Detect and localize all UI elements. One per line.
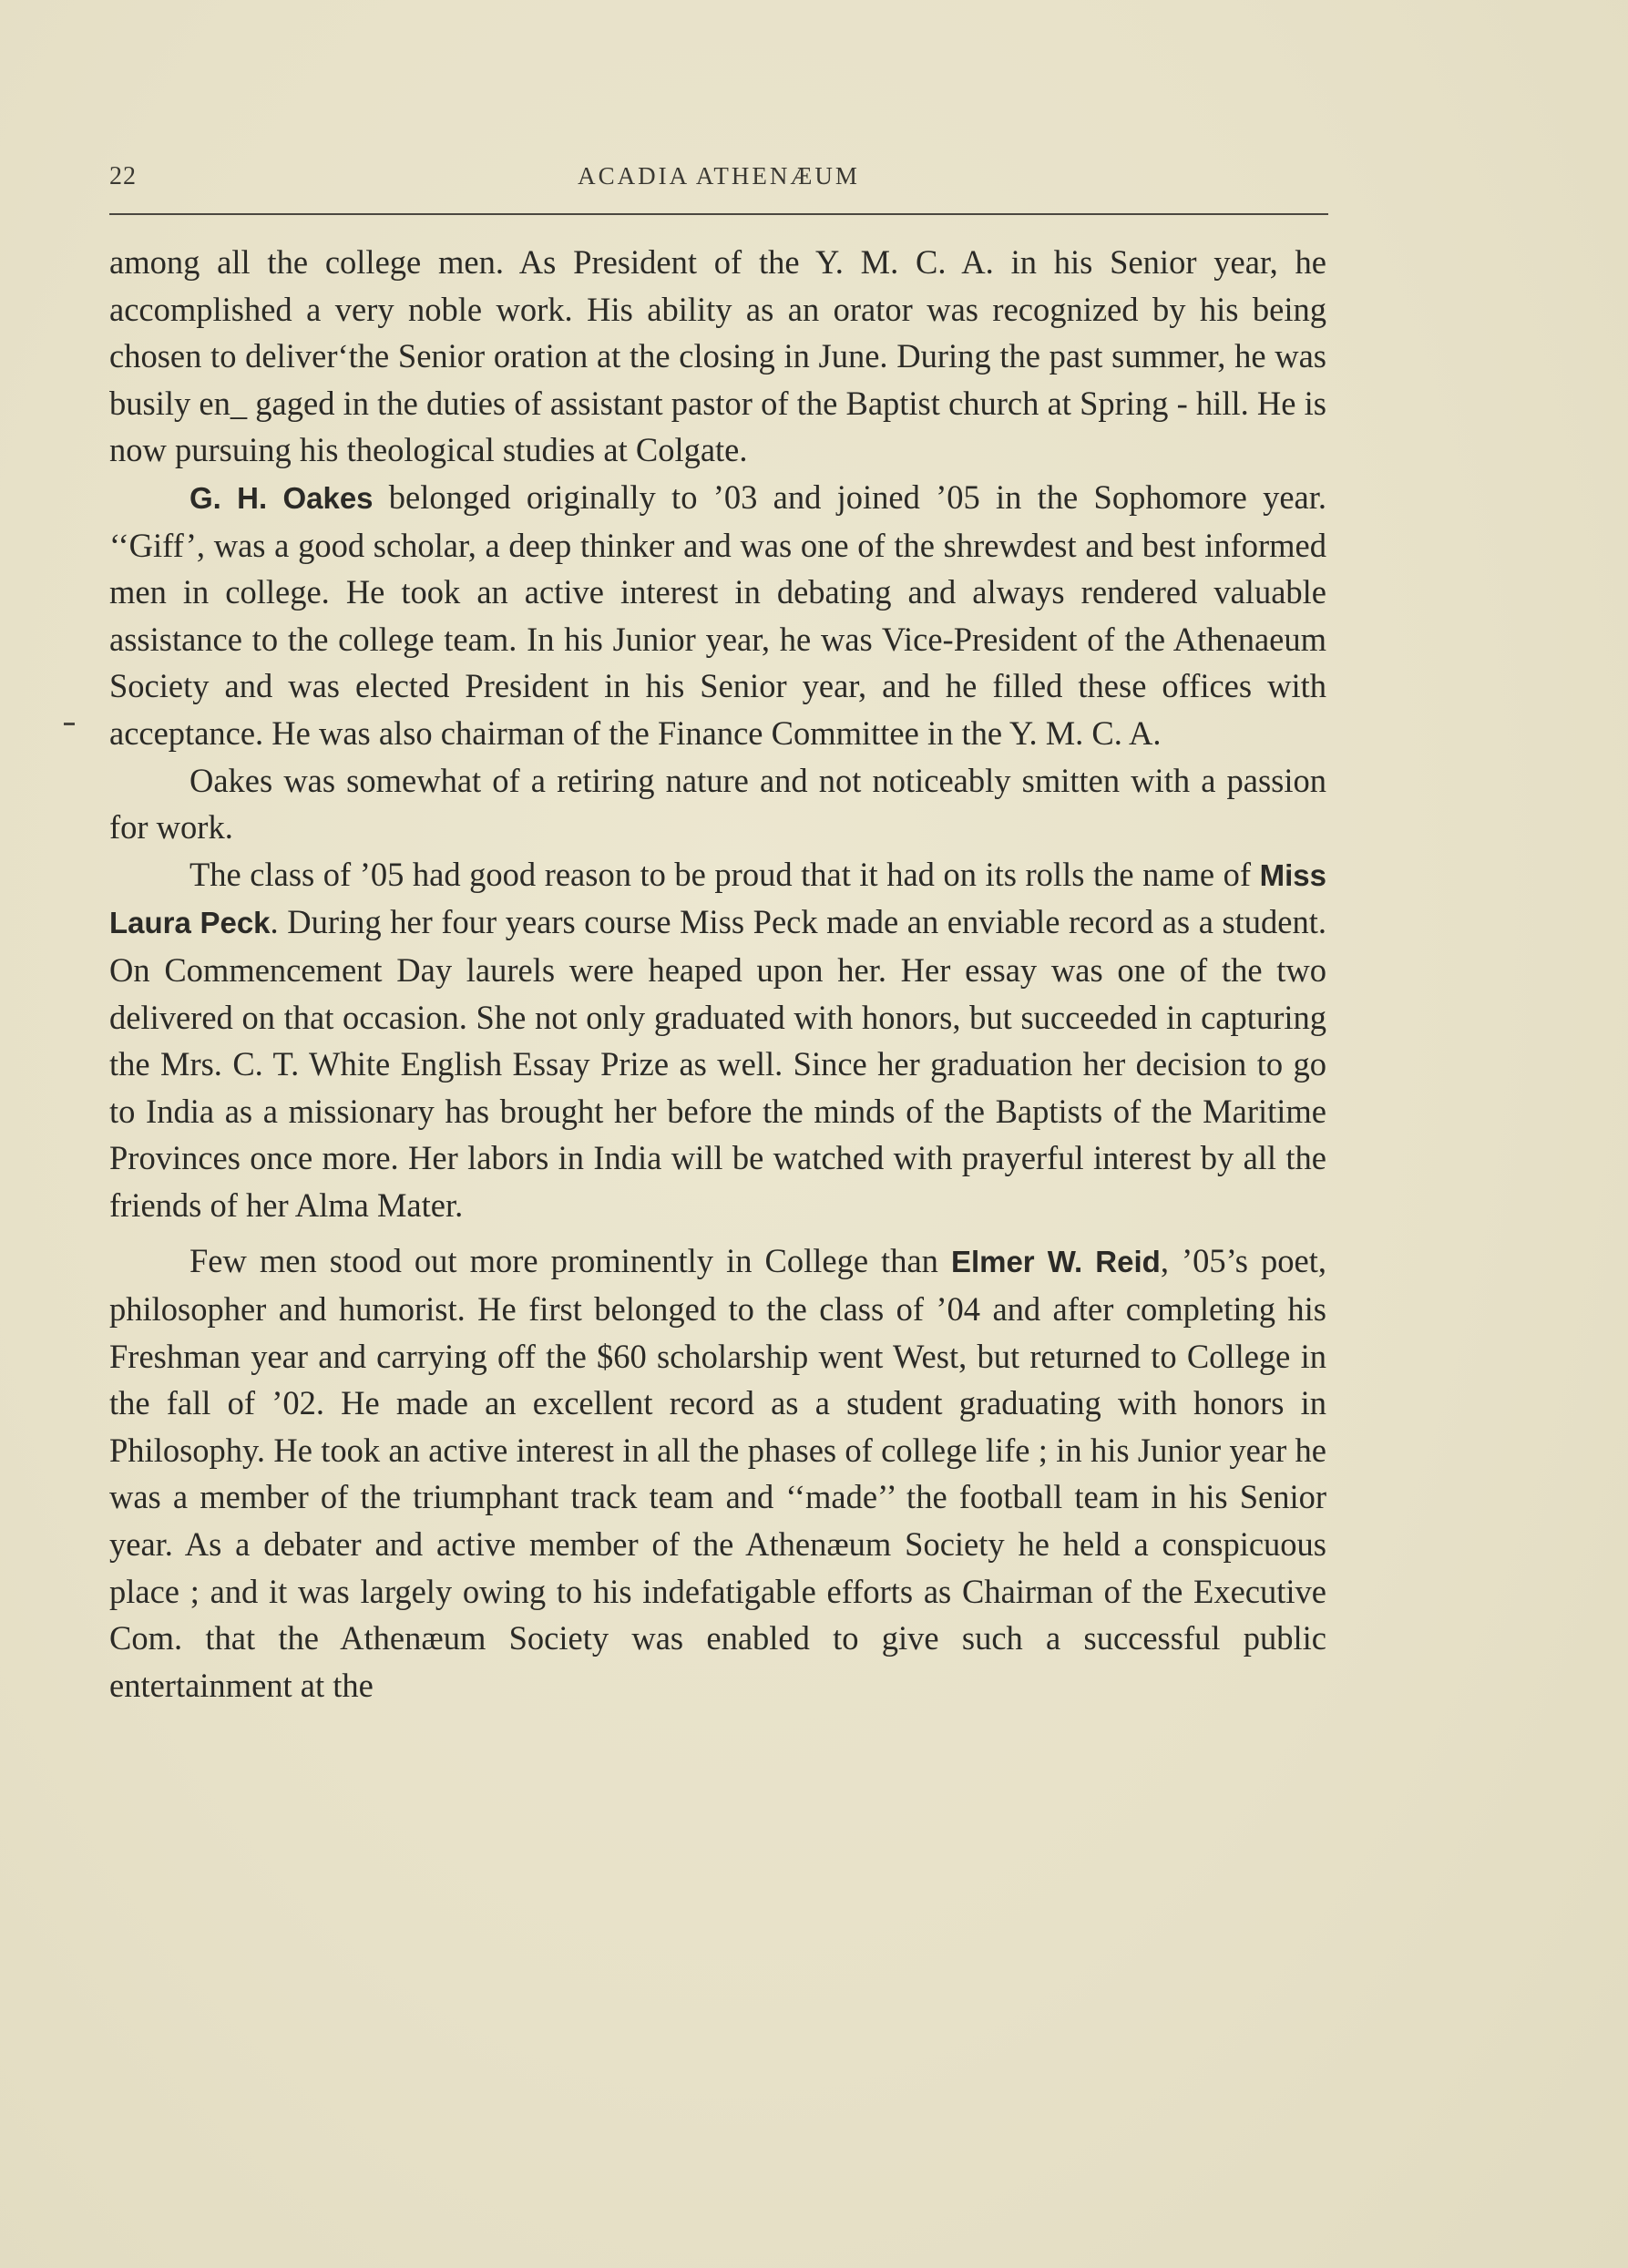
running-title: ACADIA ATHENÆUM — [578, 162, 860, 190]
person-name: G. H. Oakes — [189, 480, 374, 515]
paragraph-peck: The class of ’05 had good reason to be proud that it had on its rolls the name of Miss Laura Peck. During her four years course Miss Peck made an enviable record as a student. On Commencement Day laurels were heaped upon her. Her essay was one of the two delivered on that occasion. She not only graduated with honors, but succeeded in capturing the Mrs. C. T. White English Essay Prize as well. Since her graduation her decision to go to India as a missionary has brought her before the minds of the Baptists of the Maritime Provinces once more. Her labors in India will be watched with prayerful interest by all the friends of her Alma Mater. — [109, 855, 1327, 1224]
paragraph-ymca: among all the college men. As President of the Y. M. C. A. in his Senior year, he accomplished a very noble work. His ability as an orator was recognized by his being chosen to deliver‘the Senior oration at the closing in June. During the past summer, he was busily en_ gaged in the duties of assistant pastor of the Baptist church at Spring - hill. He is now pursuing his theological studies at Colgate. — [109, 243, 1326, 469]
paragraph-reid: Few men stood out more prominently in College than Elmer W. Reid, ’05’s poet, philosopher and humorist. He first belonged to the class of ’04 and after completing his Freshman year and carrying off the $60 scholarship went West, but returned to College in the fall of ’02. He made an excellent record as a student graduating with honors in Philosophy. He took an active interest in all the phases of college life ; in his Junior year he was a member of the triumphant track team and ‘‘made’’ the football team in his Senior year. As a debater and active member of the Athenæum Society he held a conspicuous place ; and it was largely owing to his indefatigable efforts as Chairman of the Executive Com. that the Athenæum Society was enabled to give such a successful public entertainment at the — [109, 1242, 1326, 1704]
person-name: Miss Laura Peck — [109, 857, 1326, 940]
margin-mark — [64, 723, 75, 725]
paragraph-oakes-nature: Oakes was somewhat of a retiring nature and not noticeably smitten with a passion for work. — [109, 761, 1326, 847]
page-header — [109, 162, 1328, 199]
header-rule — [109, 213, 1328, 215]
body-text — [109, 239, 1326, 1709]
paragraph-oakes: G. H. Oakes belonged originally to ’03 and joined ’05 in the Sophomore year. ‘‘Giff’, was a good scholar, a deep thinker and was one of the shrewdest and best informed men in college. He took an active interest in debating and always rendered valuable assistance to the college team. In his Junior year, he was Vice-President of the Athenaeum Society and was elected President in his Senior year, and he filled these offices with acceptance. He was also chairman of the Finance Committee in the Y. M. C. A. — [109, 477, 1326, 752]
person-name: Elmer W. Reid — [950, 1245, 1161, 1279]
page-number: 22 — [109, 162, 137, 190]
